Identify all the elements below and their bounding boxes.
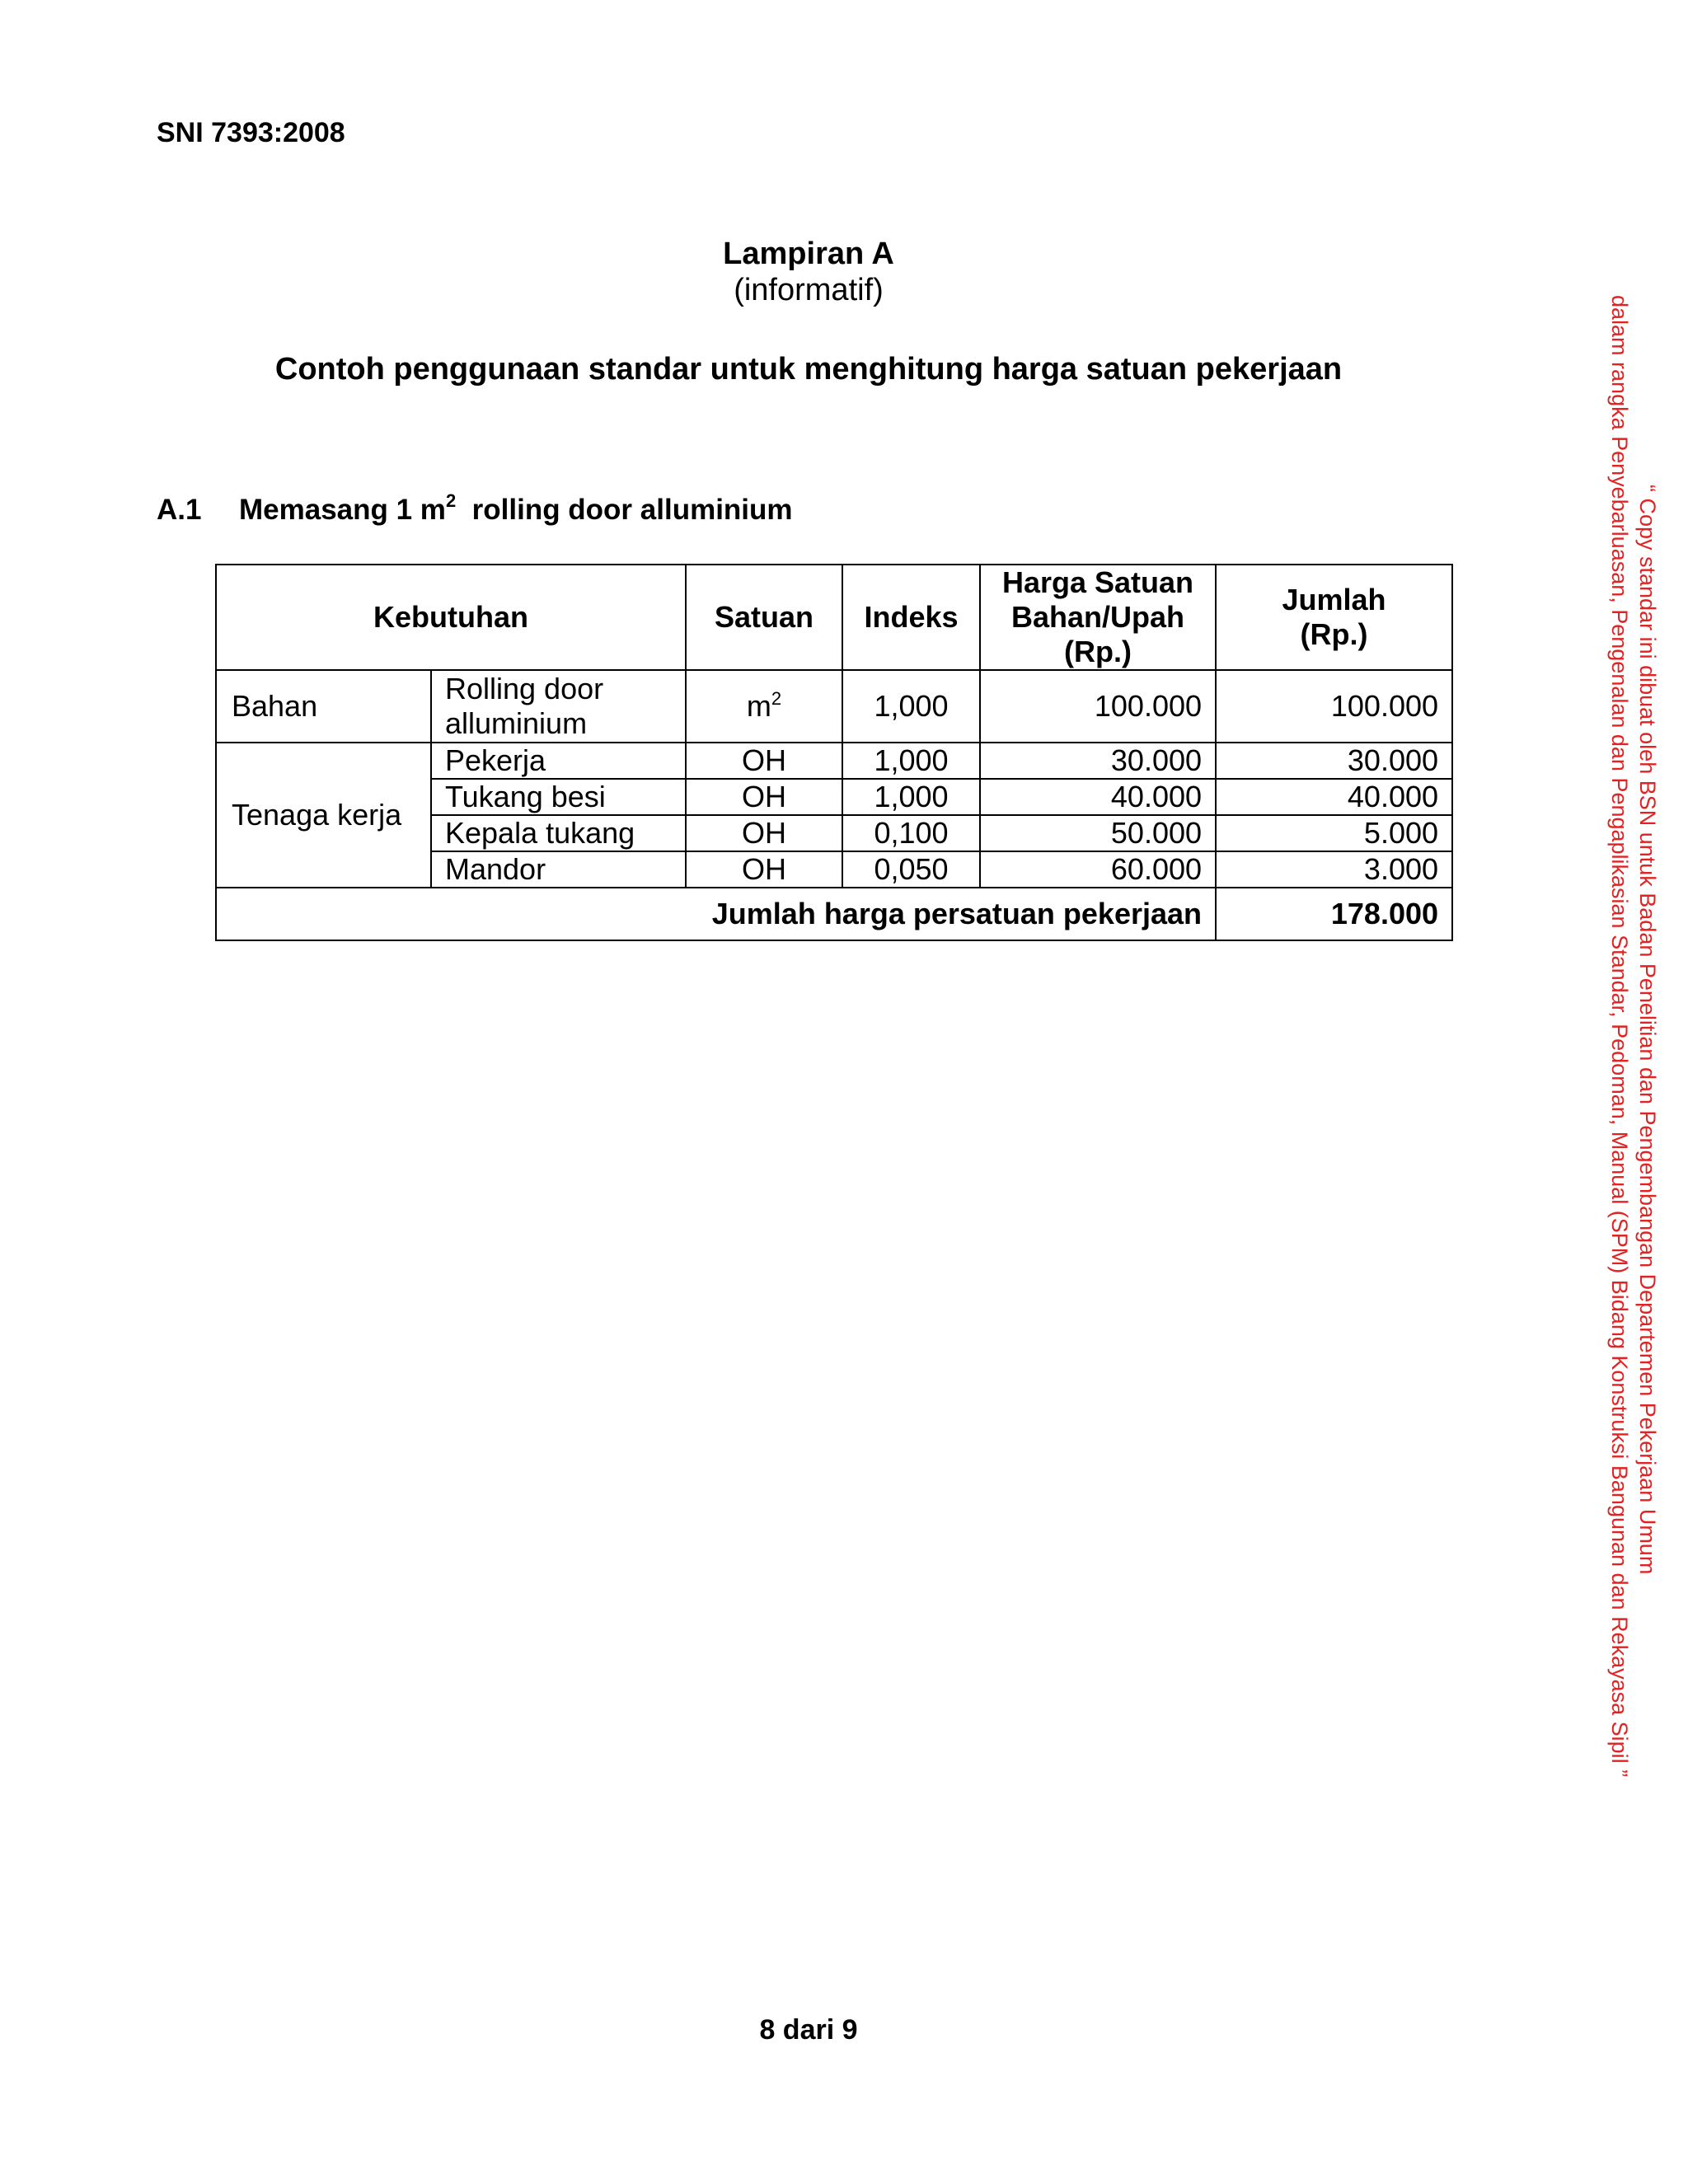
annex-subtitle: (informatif) [734,273,884,307]
harga-cell: 40.000 [980,779,1216,815]
item-cell: Mandor [431,851,686,888]
jumlah-cell: 40.000 [1216,779,1452,815]
annex-heading: Contoh penggunaan standar untuk menghitung harga satuan pekerjaan [274,352,1343,387]
watermark-line1: “ Copy standar ini dibuat oleh BSN untuk Badan Penelitian dan Pengembangan Departemen Pekerjaan Umum [1635,485,1660,1575]
satuan-superscript: 2 [771,688,782,709]
harga-cell: 60.000 [980,851,1216,888]
table-row [216,670,1452,743]
total-label: Jumlah harga persatuan pekerjaan [216,888,1216,940]
unit-price-table [215,564,1453,941]
section-text-before-sup: Memasang 1 m [239,494,446,526]
satuan-cell: OH [686,779,842,815]
header-indeks: Indeks [842,565,980,670]
satuan-cell: OH [686,743,842,779]
satuan-cell [686,670,842,743]
jumlah-cell: 100.000 [1216,670,1452,743]
section-text-after-sup: rolling door alluminium [471,494,793,526]
indeks-cell: 0,100 [842,815,980,851]
header-jumlah [1216,565,1452,670]
harga-cell: 50.000 [980,815,1216,851]
indeks-cell: 1,000 [842,743,980,779]
satuan-base: m [746,689,771,723]
header-harga-line1: Harga Satuan [1001,565,1194,599]
harga-cell: 100.000 [980,670,1216,743]
jumlah-cell: 3.000 [1216,851,1452,888]
indeks-cell: 1,000 [842,670,980,743]
item-cell [431,670,686,743]
section-heading [157,490,793,530]
watermark-line2: dalam rangka Penyebarluasan, Pengenalan dan Pengaplikasian Standar, Pedoman, Manual (SPM) Bidang Konstruksi Bangunan dan Rekayasa Sipil ” [1607,295,1632,1778]
item-line2: alluminium [445,706,588,740]
satuan-cell: OH [686,851,842,888]
item-line1: Rolling door [445,672,604,705]
header-jumlah-line1: Jumlah [1282,583,1386,616]
jumlah-cell: 30.000 [1216,743,1452,779]
indeks-cell: 0,050 [842,851,980,888]
total-value: 178.000 [1216,888,1452,940]
header-harga-satuan [980,565,1216,670]
category-tenaga-kerja: Tenaga kerja [216,743,431,888]
header-harga-line3: (Rp.) [1064,635,1132,668]
indeks-cell: 1,000 [842,779,980,815]
header-satuan: Satuan [686,565,842,670]
copyright-watermark [1606,295,1662,1778]
item-cell: Kepala tukang [431,815,686,851]
section-number: A.1 [157,494,202,526]
table-header-row [216,565,1452,670]
document-code: SNI 7393:2008 [157,117,345,148]
section-superscript: 2 [445,490,457,511]
annex-title: Lampiran A [723,237,894,271]
header-jumlah-line2: (Rp.) [1300,617,1368,651]
header-kebutuhan: Kebutuhan [216,565,686,670]
total-row [216,888,1452,940]
item-cell: Tukang besi [431,779,686,815]
satuan-cell: OH [686,815,842,851]
header-harga-line2: Bahan/Upah [1011,600,1185,634]
harga-cell: 30.000 [980,743,1216,779]
jumlah-cell: 5.000 [1216,815,1452,851]
table-row [216,743,1452,779]
category-bahan: Bahan [216,670,431,743]
watermark-text [1606,295,1662,1778]
page-number: 8 dari 9 [759,2014,858,2046]
item-cell: Pekerja [431,743,686,779]
